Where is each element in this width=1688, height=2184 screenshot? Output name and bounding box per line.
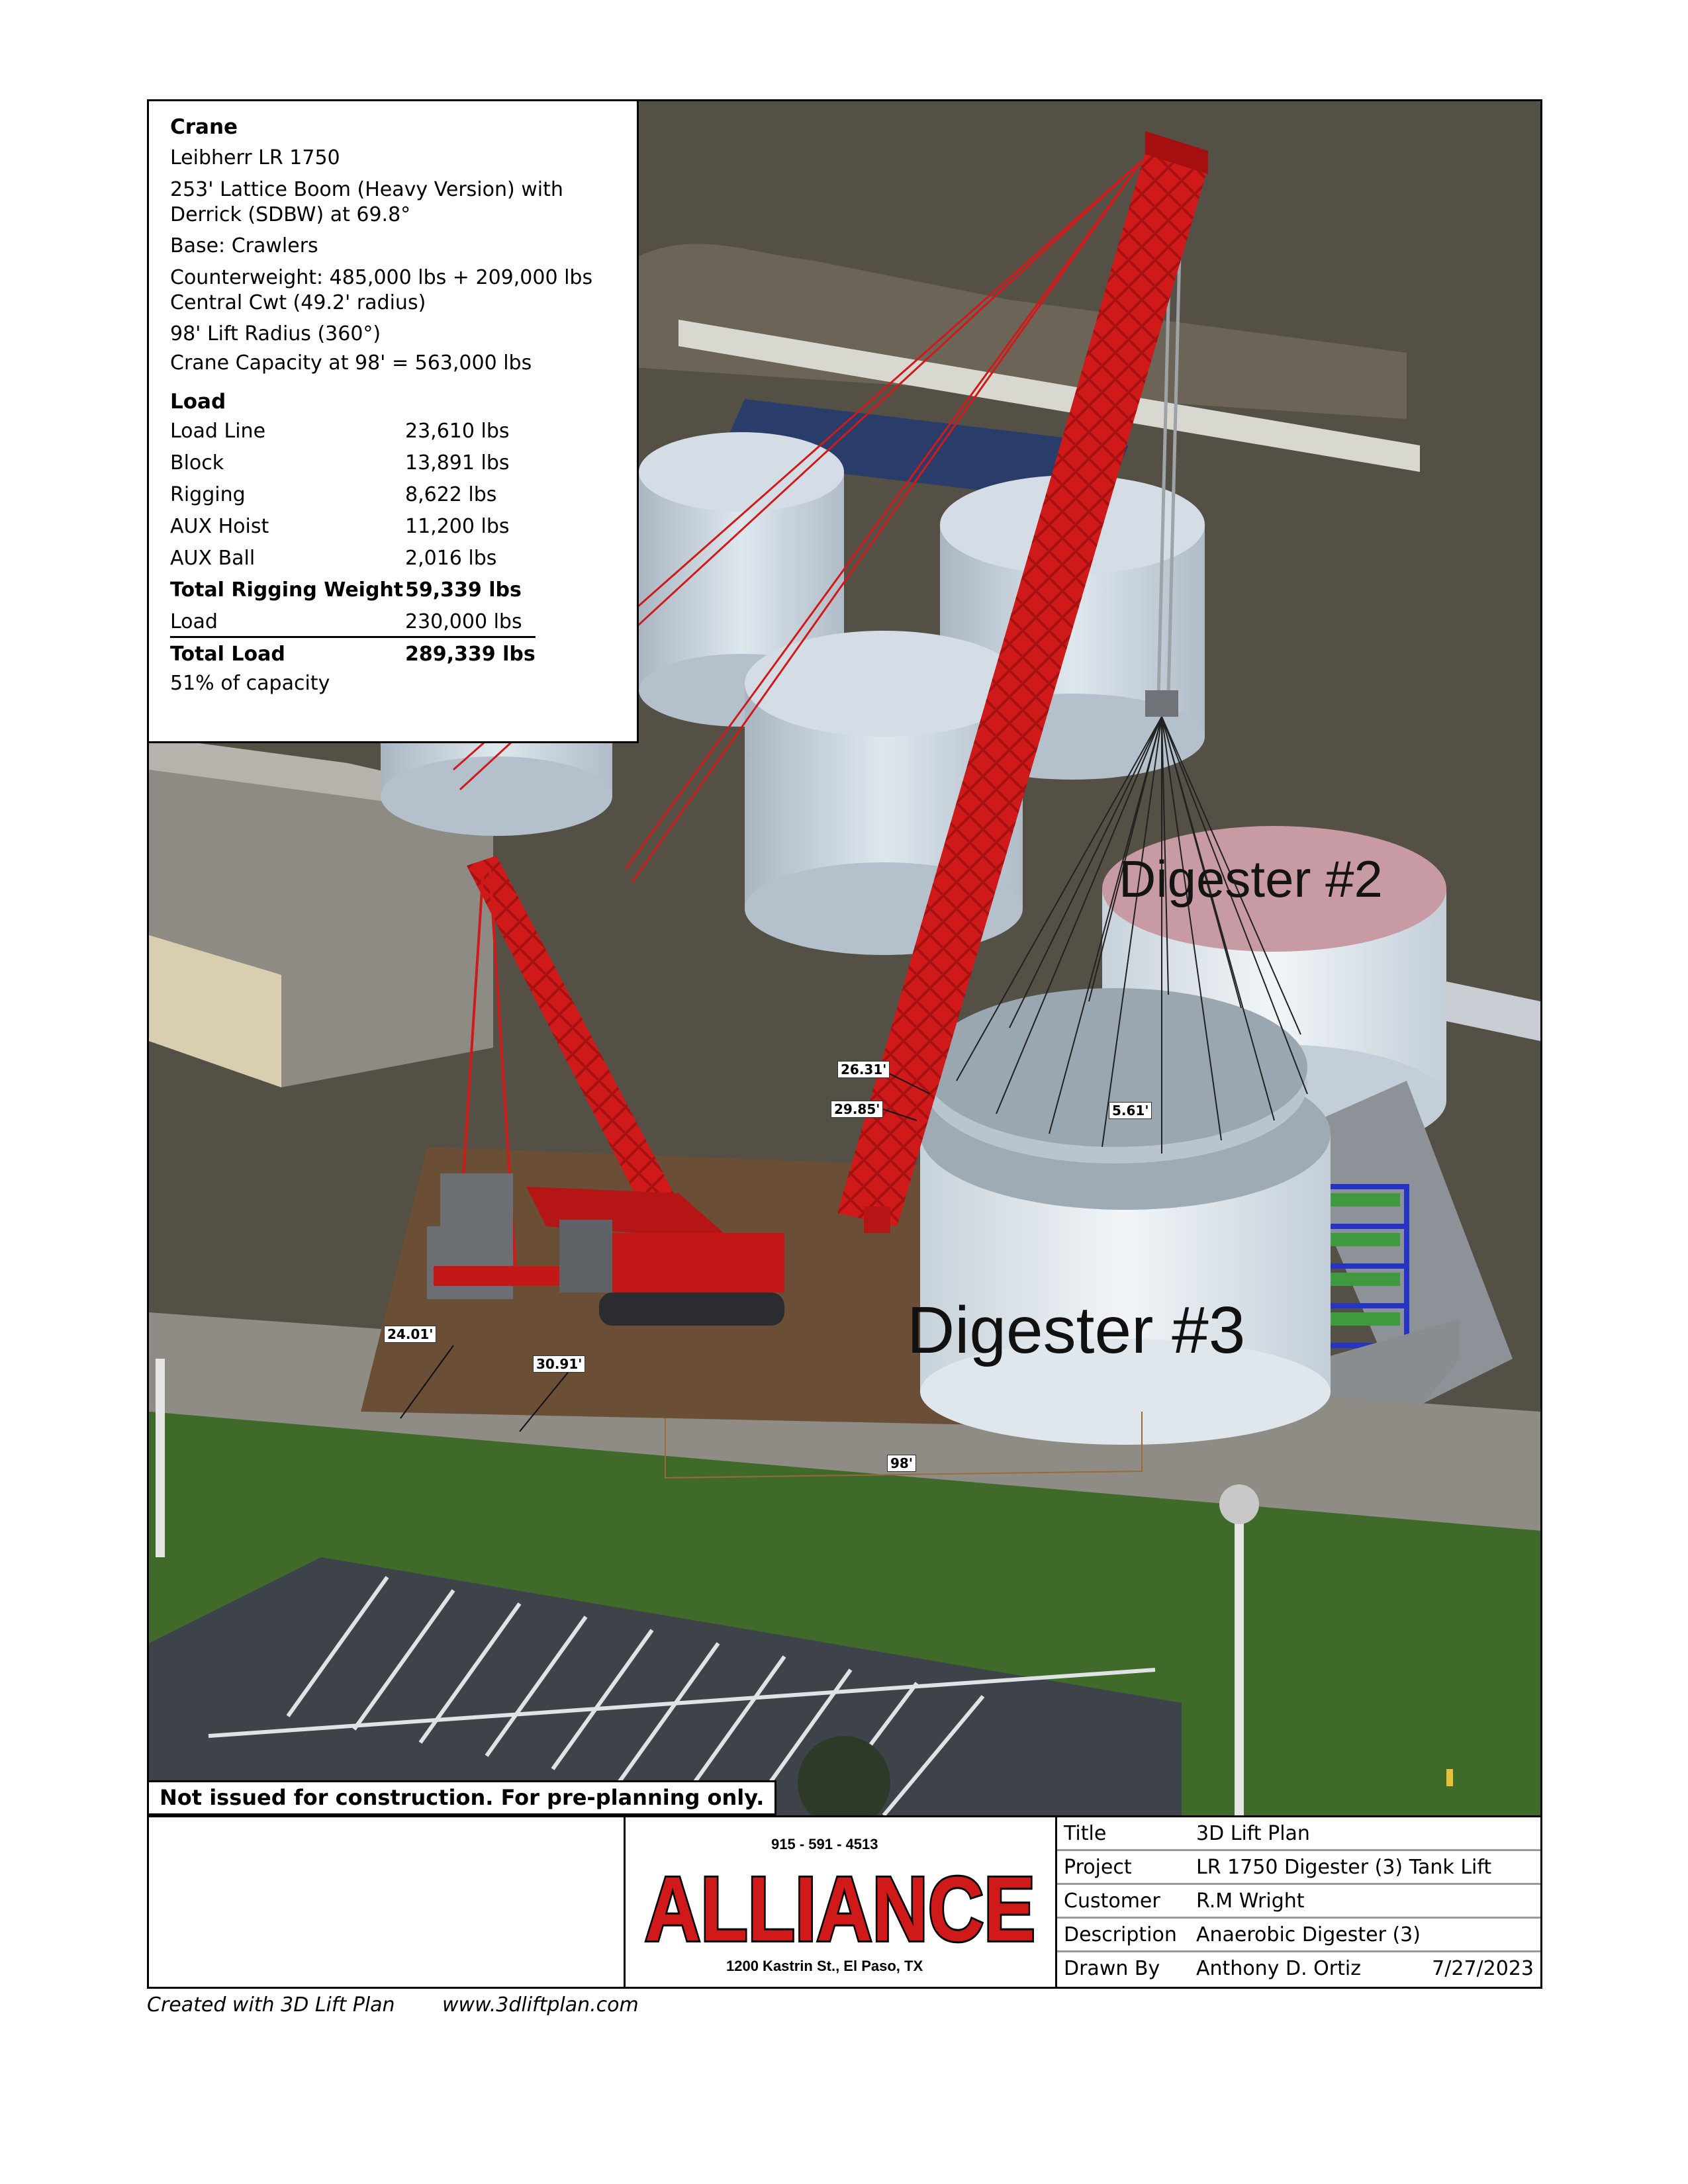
title-block (149, 1815, 1540, 1987)
row-value: 230,000 lbs (405, 612, 536, 637)
field-value: 3D Lift Plan (1196, 1822, 1310, 1845)
crane-heading: Crane (170, 115, 238, 139)
row-label: Load Line (170, 420, 266, 443)
boom-line-2: Derrick (SDBW) at 69.8° (170, 203, 411, 226)
boom-line-1: 253' Lattice Boom (Heavy Version) with (170, 178, 563, 201)
logo-phone: 915 - 591 - 4513 (771, 1836, 878, 1852)
field-label: Project (1064, 1856, 1132, 1879)
footer-created-with: Created with 3D Lift Plan (147, 1993, 395, 2017)
disclaimer: Not issued for construction. For pre-planning only. (149, 1780, 776, 1815)
customer-row (1057, 1885, 1540, 1919)
table-row (170, 485, 536, 517)
cwt-line-2: Central Cwt (49.2' radius) (170, 291, 426, 314)
lift-radius: 98' Lift Radius (360°) (170, 322, 381, 345)
logo-name: ALLIANCE (645, 1860, 1035, 1959)
dimension-label: 5.61' (1109, 1102, 1152, 1119)
crane-model: Leibherr LR 1750 (170, 146, 340, 169)
drawn-date: 7/27/2023 (1432, 1957, 1534, 1980)
drawing-frame (147, 99, 1542, 1989)
table-row (170, 637, 536, 677)
row-label: AUX Hoist (170, 515, 269, 538)
load-heading: Load (170, 390, 226, 414)
crane-counterweight (170, 265, 637, 315)
title-block-fields (1057, 1817, 1540, 1987)
field-value: R.M Wright (1196, 1889, 1305, 1913)
title-block-blank (149, 1817, 626, 1987)
dimension-label: 24.01' (384, 1326, 436, 1343)
field-label: Customer (1064, 1889, 1160, 1913)
row-value: 11,200 lbs (405, 515, 510, 538)
load-table (170, 422, 536, 676)
field-label: Title (1064, 1822, 1107, 1845)
digester-3-label: Digester #3 (907, 1293, 1246, 1367)
light-pole (1235, 1518, 1244, 1815)
crane-capacity: Crane Capacity at 98' = 563,000 lbs (170, 351, 532, 375)
title-row (1057, 1817, 1540, 1851)
lift-info-panel (149, 101, 639, 743)
row-value: 59,339 lbs (405, 578, 522, 602)
row-label: AUX Ball (170, 547, 256, 570)
digester-3 (920, 988, 1331, 1445)
field-label: Description (1064, 1923, 1177, 1946)
capacity-percent: 51% of capacity (170, 672, 330, 695)
row-label: Load (170, 612, 405, 637)
drawn-by-row (1057, 1952, 1540, 1986)
crane-base: Base: Crawlers (170, 234, 318, 257)
row-value: 2,016 lbs (405, 547, 497, 570)
row-label: Rigging (170, 483, 246, 506)
dimension-label: 29.85' (831, 1101, 883, 1118)
logo-address: 1200 Kastrin St., El Paso, TX (726, 1958, 923, 1974)
table-row (170, 549, 536, 580)
description-row (1057, 1919, 1540, 1952)
field-value: LR 1750 Digester (3) Tank Lift (1196, 1856, 1492, 1879)
digester-2-label: Digester #2 (1119, 850, 1383, 908)
table-row (170, 580, 536, 612)
dimension-label: 26.31' (837, 1061, 890, 1078)
table-row (170, 422, 536, 453)
crane-boom-config (170, 177, 637, 227)
project-row (1057, 1851, 1540, 1885)
table-row (170, 453, 536, 485)
dimension-label: 30.91' (533, 1355, 585, 1373)
footer-url[interactable]: www.3dliftplan.com (442, 1993, 639, 2017)
company-logo (626, 1817, 1057, 1987)
row-value: 8,622 lbs (405, 483, 497, 506)
table-row (170, 517, 536, 549)
field-label: Drawn By (1064, 1957, 1160, 1980)
row-label: Total Rigging Weight (170, 578, 404, 602)
dimension-label: 98' (887, 1455, 916, 1472)
row-value: 289,339 lbs (405, 643, 536, 666)
field-value: Anthony D. Ortiz (1196, 1957, 1361, 1980)
row-label: Total Load (170, 643, 285, 666)
table-row (170, 612, 536, 637)
hook-block (1145, 690, 1178, 717)
alliance-logo-mark (641, 1860, 1039, 1959)
row-value: 13,891 lbs (405, 451, 510, 475)
row-value: 23,610 lbs (405, 420, 510, 443)
cwt-line-1: Counterweight: 485,000 lbs + 209,000 lbs (170, 266, 593, 289)
field-value: Anaerobic Digester (3) (1196, 1923, 1421, 1946)
row-label: Block (170, 451, 224, 475)
